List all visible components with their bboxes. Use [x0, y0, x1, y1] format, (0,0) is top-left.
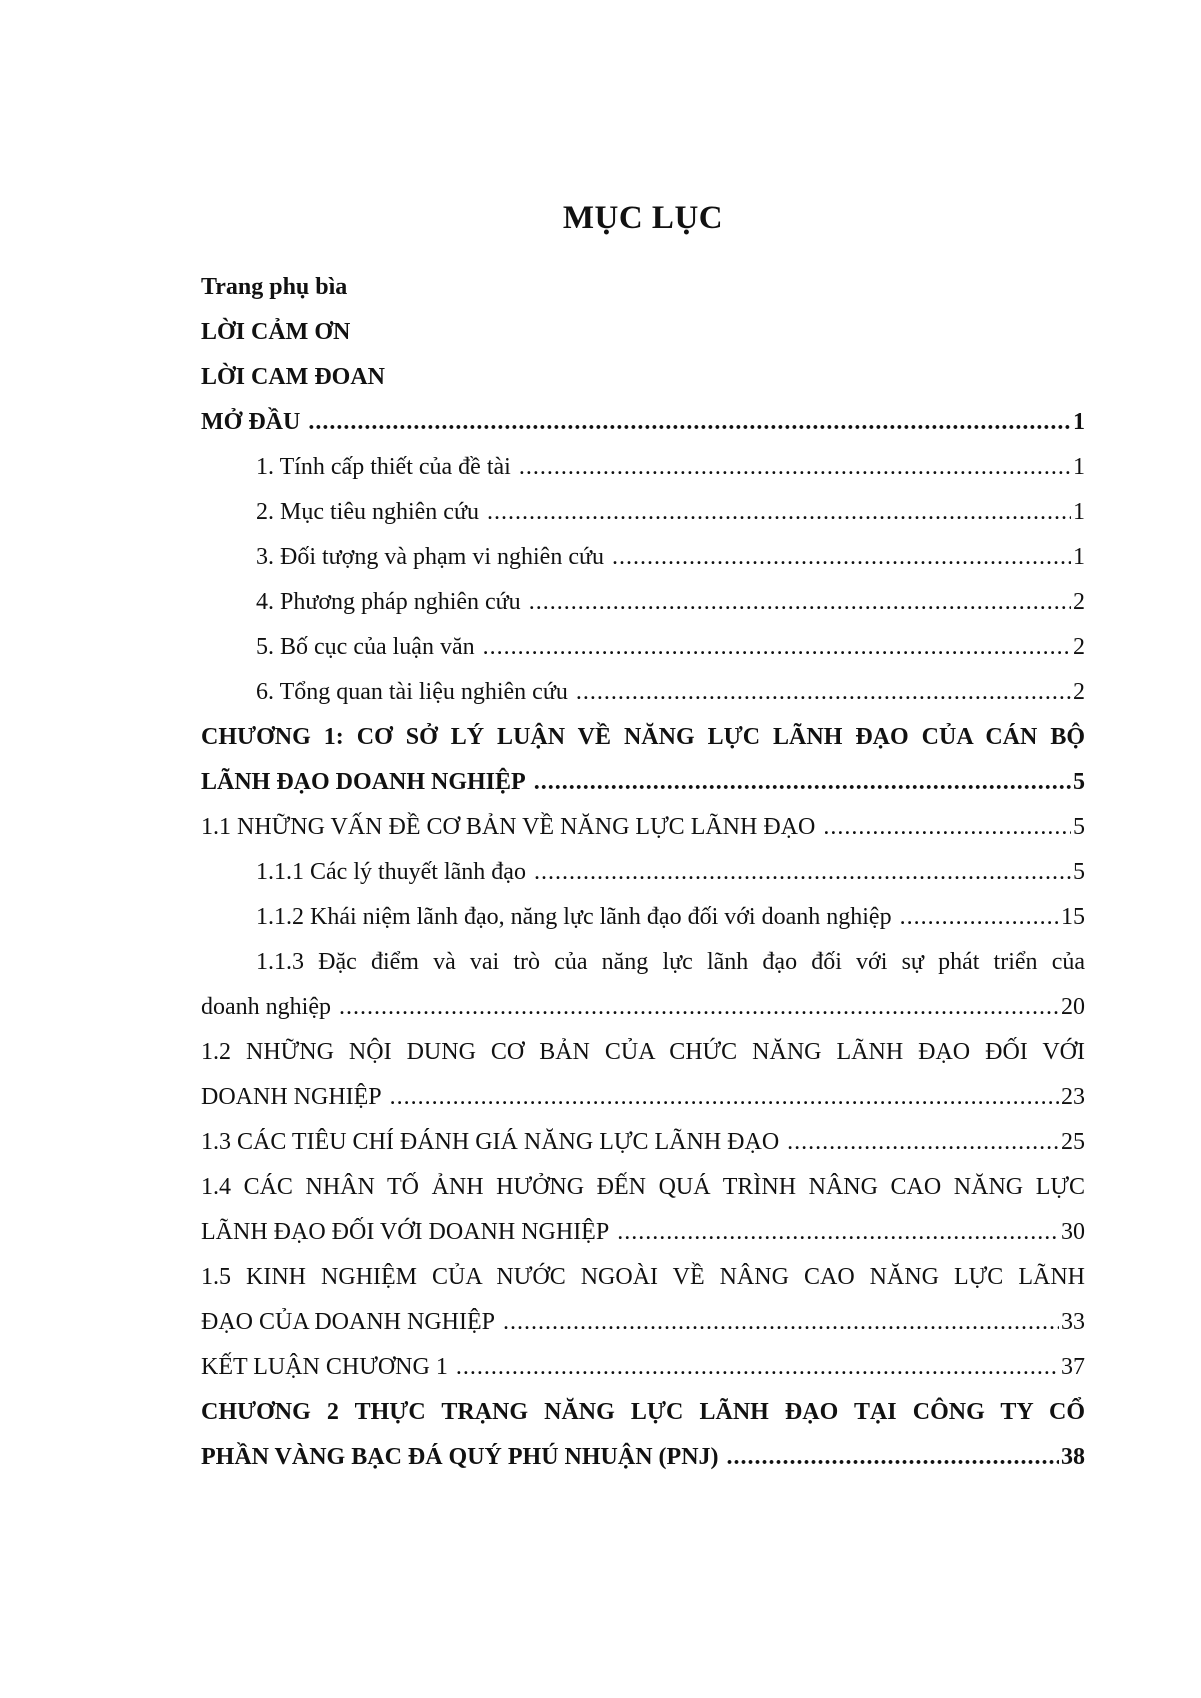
- toc-entry-text: ĐẠO CỦA DOANH NGHIỆP: [201, 1309, 495, 1335]
- toc-entry-text: 1.1.2 Khái niệm lãnh đạo, năng lực lãnh đạo đối với doanh nghiệp: [256, 904, 892, 930]
- toc-entry: [201, 1300, 1085, 1345]
- toc-leader-dots: [519, 445, 1071, 490]
- toc-entry: [201, 580, 1085, 625]
- toc-entry-text: 2. Mục tiêu nghiên cứu: [256, 499, 479, 525]
- toc-page-number: 15: [1061, 904, 1085, 930]
- toc-leader-dots: [727, 1435, 1059, 1480]
- toc-leader-dots: [339, 985, 1059, 1030]
- toc-entry-text: CHƯƠNG 2 THỰC TRẠNG NĂNG LỰC LÃNH ĐẠO TẠI CÔNG TY CỔ: [201, 1399, 1085, 1425]
- toc-entry: [201, 940, 1085, 985]
- toc-entry: [201, 805, 1085, 850]
- toc-entry-text: 1.1.1 Các lý thuyết lãnh đạo: [256, 859, 526, 885]
- toc-entry-text: 1.1.3 Đặc điểm và vai trò của năng lực lãnh đạo đối với sự phát triển của: [256, 949, 1085, 975]
- toc-leader-dots: [612, 535, 1071, 580]
- toc-entry-text: KẾT LUẬN CHƯƠNG 1: [201, 1354, 448, 1380]
- toc-entry: [201, 1120, 1085, 1165]
- toc-leader-dots: [617, 1210, 1059, 1255]
- toc-entry-text: 5. Bố cục của luận văn: [256, 634, 475, 660]
- toc-entry: [201, 310, 1085, 355]
- toc-entry: [201, 1075, 1085, 1120]
- toc-entry: [201, 715, 1085, 760]
- toc-entry-text: LỜI CAM ĐOAN: [201, 364, 385, 390]
- toc-leader-dots: [534, 850, 1071, 895]
- toc-entry-text: 1.2 NHỮNG NỘI DUNG CƠ BẢN CỦA CHỨC NĂNG LÃNH ĐẠO ĐỐI VỚI: [201, 1039, 1085, 1065]
- toc-leader-dots: [823, 805, 1071, 850]
- toc-entry-text: 4. Phương pháp nghiên cứu: [256, 589, 521, 615]
- toc-page-number: 1: [1073, 409, 1085, 435]
- toc-entry: [201, 355, 1085, 400]
- toc-entry-text: LÃNH ĐẠO ĐỐI VỚI DOANH NGHIỆP: [201, 1219, 610, 1245]
- toc-page-number: 1: [1073, 454, 1085, 480]
- toc-page-number: 30: [1061, 1219, 1085, 1245]
- toc-page-number: 2: [1073, 679, 1085, 705]
- toc-leader-dots: [534, 760, 1071, 805]
- toc-page-number: 2: [1073, 634, 1085, 660]
- toc-leader-dots: [308, 400, 1071, 445]
- toc-page-number: 38: [1061, 1444, 1085, 1470]
- toc-page-number: 2: [1073, 589, 1085, 615]
- toc-entry-text: PHẦN VÀNG BẠC ĐÁ QUÝ PHÚ NHUẬN (PNJ): [201, 1444, 719, 1470]
- toc-entry-text: 1.1 NHỮNG VẤN ĐỀ CƠ BẢN VỀ NĂNG LỰC LÃNH ĐẠO: [201, 814, 816, 840]
- toc-leader-dots: [529, 580, 1071, 625]
- toc-entry: [201, 1210, 1085, 1255]
- toc-entry-text: 1.3 CÁC TIÊU CHÍ ĐÁNH GIÁ NĂNG LỰC LÃNH ĐẠO: [201, 1129, 780, 1155]
- toc-page-number: 23: [1061, 1084, 1085, 1110]
- toc-page-number: 25: [1061, 1129, 1085, 1155]
- toc-page-number: 37: [1061, 1354, 1085, 1380]
- toc-leader-dots: [487, 490, 1071, 535]
- toc-entry-text: Trang phụ bìa: [201, 274, 348, 300]
- toc-list: [201, 265, 1085, 1480]
- toc-entry: [201, 1390, 1085, 1435]
- toc-page-number: 5: [1073, 814, 1085, 840]
- toc-leader-dots: [576, 670, 1071, 715]
- toc-entry-text: 1.4 CÁC NHÂN TỐ ẢNH HƯỞNG ĐẾN QUÁ TRÌNH NÂNG CAO NĂNG LỰC: [201, 1174, 1085, 1200]
- toc-entry: [201, 670, 1085, 715]
- toc-entry: [201, 850, 1085, 895]
- toc-leader-dots: [787, 1120, 1059, 1165]
- toc-entry: [201, 1435, 1085, 1480]
- toc-leader-dots: [456, 1345, 1059, 1390]
- toc-entry-text: MỞ ĐẦU: [201, 409, 301, 435]
- toc-entry-text: 1. Tính cấp thiết của đề tài: [256, 454, 511, 480]
- toc-page-number: 33: [1061, 1309, 1085, 1335]
- toc-entry-text: doanh nghiệp: [201, 994, 331, 1020]
- toc-page-number: 5: [1073, 769, 1085, 795]
- toc-entry-text: CHƯƠNG 1: CƠ SỞ LÝ LUẬN VỀ NĂNG LỰC LÃNH ĐẠO CỦA CÁN BỘ: [201, 724, 1085, 750]
- toc-entry: [201, 400, 1085, 445]
- toc-entry: [201, 1165, 1085, 1210]
- toc-page-number: 20: [1061, 994, 1085, 1020]
- toc-entry-text: DOANH NGHIỆP: [201, 1084, 382, 1110]
- toc-entry: [201, 445, 1085, 490]
- toc-leader-dots: [483, 625, 1071, 670]
- toc-entry: [201, 985, 1085, 1030]
- toc-entry: [201, 265, 1085, 310]
- toc-entry: [201, 490, 1085, 535]
- toc-entry-text: 3. Đối tượng và phạm vi nghiên cứu: [256, 544, 604, 570]
- toc-leader-dots: [900, 895, 1059, 940]
- toc-entry-text: 6. Tổng quan tài liệu nghiên cứu: [256, 679, 568, 705]
- toc-page: [201, 180, 1085, 1480]
- toc-entry: [201, 1255, 1085, 1300]
- toc-entry: [201, 760, 1085, 805]
- toc-leader-dots: [390, 1075, 1059, 1120]
- toc-entry: [201, 625, 1085, 670]
- toc-entry-text: LÃNH ĐẠO DOANH NGHIỆP: [201, 769, 526, 795]
- page-title: MỤC LỤC: [562, 200, 724, 236]
- toc-entry: [201, 1030, 1085, 1075]
- toc-page-number: 1: [1073, 499, 1085, 525]
- toc-entry-text: LỜI CẢM ƠN: [201, 319, 351, 345]
- toc-entry: [201, 1345, 1085, 1390]
- toc-page-number: 1: [1073, 544, 1085, 570]
- toc-entry: [201, 895, 1085, 940]
- toc-leader-dots: [503, 1300, 1059, 1345]
- toc-page-number: 5: [1073, 859, 1085, 885]
- toc-entry: [201, 535, 1085, 580]
- toc-entry-text: 1.5 KINH NGHIỆM CỦA NƯỚC NGOÀI VỀ NÂNG CAO NĂNG LỰC LÃNH: [201, 1264, 1085, 1290]
